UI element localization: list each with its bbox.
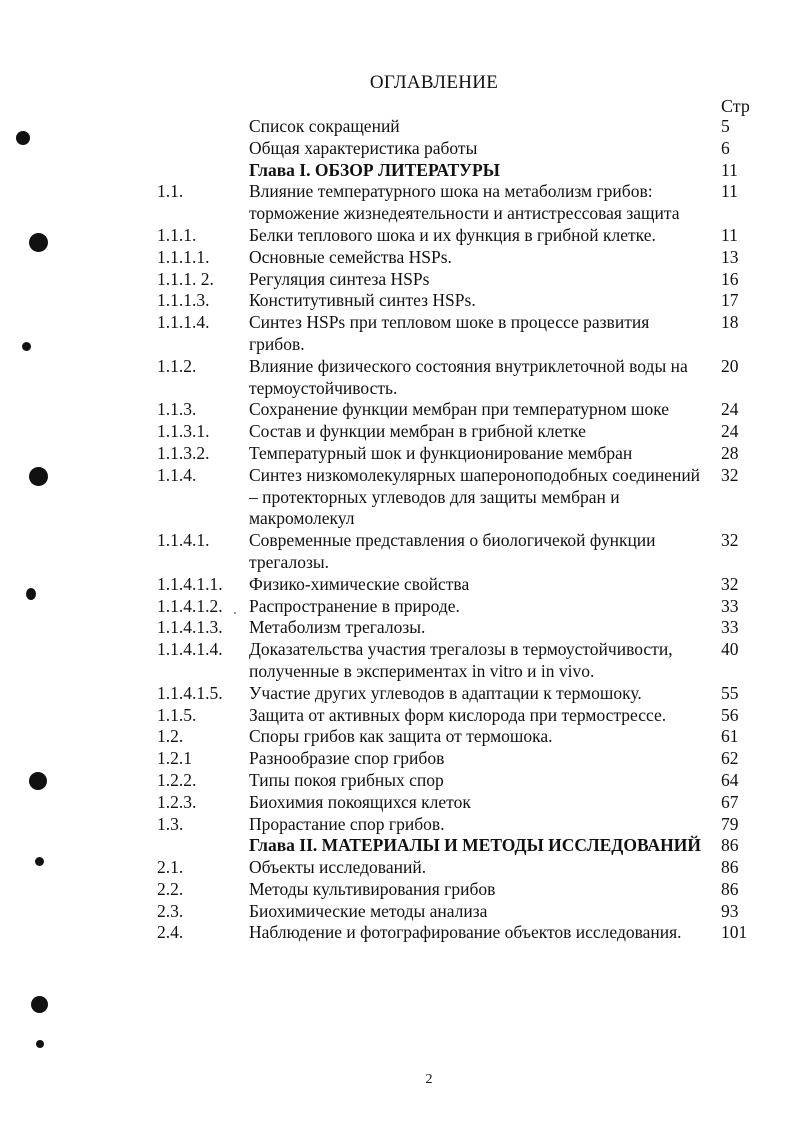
toc-entry: [0, 814, 798, 836]
toc-entry-number: 2.4.: [157, 922, 184, 943]
toc-entry-number: 1.1.1.: [157, 224, 197, 245]
toc-entry-page: 86: [721, 857, 739, 878]
toc-entry: [0, 247, 798, 269]
toc-entry: [0, 770, 798, 792]
toc-entry-page: 79: [721, 813, 739, 834]
toc-entry-number: 1.1.4.1.1.: [157, 573, 223, 594]
toc-entry-page: 64: [721, 769, 739, 790]
toc-entry: [0, 160, 798, 182]
toc-entry-number: 1.3.: [157, 813, 184, 834]
toc-entry-page: 24: [721, 421, 739, 442]
toc-entry: [0, 290, 798, 312]
toc-entry-number: 1.2.3.: [157, 791, 197, 812]
toc-entry-number: 1.1.4.1.5.: [157, 682, 223, 703]
toc-chapter-heading: Глава II. МАТЕРИАЛЫ И МЕТОДЫ ИССЛЕДОВАНИЙ: [249, 835, 701, 856]
toc-entry-title: Распространение в природе.: [249, 595, 460, 616]
toc-entry-page: 55: [721, 682, 739, 703]
toc-entry-title: Белки теплового шока и их функция в грибной клетке.: [249, 224, 656, 245]
toc-entry-page: 33: [721, 617, 739, 638]
toc-entry-title: Конститутивный синтез HSPs.: [249, 290, 476, 311]
toc-entry-page: 93: [721, 900, 739, 921]
toc-entry-page: 32: [721, 530, 739, 551]
toc-entry-page: 6: [721, 137, 730, 158]
toc-entry-title: Типы покоя грибных спор: [249, 769, 444, 790]
toc-entry-page: 86: [721, 878, 739, 899]
toc-entry: [0, 748, 798, 770]
toc-entry-title: Разнообразие спор грибов: [249, 748, 445, 769]
toc-entry-title: Участие других углеводов в адаптации к термошоку.: [249, 682, 642, 703]
toc-entry-page: 13: [721, 246, 739, 267]
toc-entry: [0, 465, 798, 530]
toc-entry-page: 24: [721, 399, 739, 420]
toc-entry: [0, 443, 798, 465]
toc-entry-number: 1.1.4.1.2.: [157, 595, 223, 616]
toc-entry-page: 18: [721, 312, 739, 333]
toc-entry: [0, 683, 798, 705]
toc-entry-number: 1.2.2.: [157, 769, 197, 790]
toc-entry-page: 32: [721, 464, 739, 485]
toc-entry-page: 40: [721, 639, 739, 660]
toc-entry-number: 1.1.4.1.: [157, 530, 210, 551]
toc-entry-page: 33: [721, 595, 739, 616]
toc-entry-number: 1.1.: [157, 181, 184, 202]
toc-entry-number: 1.1.1.3.: [157, 290, 210, 311]
toc-entry-title: Биохимические методы анализа: [249, 900, 488, 921]
toc-entry-title: Споры грибов как защита от термошока.: [249, 726, 553, 747]
toc-entry-page: 32: [721, 573, 739, 594]
toc-entry-number: 1.1.1. 2.: [157, 268, 214, 289]
toc-entry: [0, 116, 798, 138]
toc-entry-title: Общая характеристика работы: [249, 137, 478, 158]
toc-entry-number: 1.1.4.: [157, 464, 197, 485]
toc-entry-page: 11: [721, 181, 738, 202]
toc-entry-title: Список сокращений: [249, 116, 400, 136]
toc-entry: [0, 181, 798, 225]
toc-entry-number: 1.1.3.: [157, 399, 197, 420]
toc-entry-title: Влияние температурного шока на метаболизм грибов: торможение жизнедеятельности и антистрессовая защита: [249, 181, 680, 224]
toc-entry-number: 1.1.3.2.: [157, 442, 210, 463]
toc-entry-title: Основные семейства HSPs.: [249, 246, 452, 267]
toc-entry-page: 11: [721, 224, 738, 245]
toc-entry: [0, 792, 798, 814]
toc-entry: [0, 421, 798, 443]
toc-entry-page: 101: [721, 922, 748, 943]
toc-entry-page: 28: [721, 442, 739, 463]
toc-entry: [0, 225, 798, 247]
toc-entry-title: Наблюдение и фотографирование объектов исследования.: [249, 922, 682, 943]
table-of-contents: [0, 116, 798, 944]
toc-entry-number: 1.1.1.1.: [157, 246, 210, 267]
page-number: 2: [425, 1072, 433, 1087]
toc-entry: [0, 879, 798, 901]
toc-entry: [0, 138, 798, 160]
toc-entry-number: 1.1.2.: [157, 355, 197, 376]
toc-chapter-heading: Глава I. ОБЗОР ЛИТЕРАТУРЫ: [249, 159, 500, 180]
toc-entry-number: 1.2.: [157, 726, 184, 747]
toc-entry-page: 11: [721, 159, 738, 180]
toc-entry: [0, 726, 798, 748]
toc-entry-number: 1.1.4.1.3.: [157, 617, 223, 638]
scan-hole-mark: [36, 1040, 44, 1048]
toc-entry: [0, 835, 798, 857]
toc-entry-title: Регуляция синтеза HSPs: [249, 268, 430, 289]
toc-entry-title: Прорастание спор грибов.: [249, 813, 445, 834]
toc-entry-title: Современные представления о биологичекой функции трегалозы.: [249, 530, 656, 572]
toc-entry-title: Синтез HSPs при тепловом шоке в процессе развития грибов.: [249, 312, 650, 354]
toc-entry-number: 1.1.1.4.: [157, 312, 210, 333]
toc-entry: [0, 596, 798, 618]
toc-entry-title: Сохранение функции мембран при температурном шоке: [249, 399, 670, 420]
toc-entry-page: 67: [721, 791, 739, 812]
toc-entry-title: Физико-химические свойства: [249, 573, 470, 594]
toc-entry-page: 16: [721, 268, 739, 289]
toc-entry-page: 86: [721, 835, 739, 856]
toc-entry-title: Объекты исследований.: [249, 857, 427, 878]
toc-entry-page: 5: [721, 116, 730, 136]
toc-entry: [0, 922, 798, 944]
toc-entry-title: Метаболизм трегалозы.: [249, 617, 426, 638]
toc-entry-number: 2.1.: [157, 857, 184, 878]
toc-entry-number: 2.2.: [157, 878, 184, 899]
toc-entry-number: 1.1.4.1.4.: [157, 639, 223, 660]
toc-entry-number: 1.1.3.1.: [157, 421, 210, 442]
toc-entry-number: 2.3.: [157, 900, 184, 921]
toc-entry-page: 61: [721, 726, 739, 747]
page-title: ОГЛАВЛЕНИЕ: [369, 72, 499, 93]
toc-entry-page: 20: [721, 355, 739, 376]
toc-entry-page: 56: [721, 704, 739, 725]
toc-entry-title: Защита от активных форм кислорода при термострессе.: [249, 704, 667, 725]
toc-entry: [0, 857, 798, 879]
toc-entry-number: 1.1.5.: [157, 704, 197, 725]
toc-entry: [0, 269, 798, 291]
toc-entry: [0, 356, 798, 400]
scan-hole-mark: [31, 996, 48, 1013]
toc-entry-title: Влияние физического состояния внутриклеточной воды на термоустойчивость.: [249, 355, 688, 398]
toc-entry-title: Температурный шок и функционирование мембран: [249, 442, 633, 463]
toc-entry-page: 17: [721, 290, 739, 311]
toc-entry-title: Состав и функции мембран в грибной клетке: [249, 421, 586, 442]
toc-entry: [0, 639, 798, 683]
toc-entry: [0, 312, 798, 356]
toc-entry-title: Синтез низкомолекулярных шапероноподобных соединений – протекторных углеводов для защиты мембран и макромолекул: [249, 464, 701, 529]
toc-entry: [0, 901, 798, 923]
toc-entry-title: Методы культивирования грибов: [249, 878, 496, 899]
toc-entry: [0, 617, 798, 639]
toc-entry: [0, 705, 798, 727]
page-column-header: Стр: [721, 96, 750, 116]
toc-entry-title: Биохимия покоящихся клеток: [249, 791, 471, 812]
toc-entry: [0, 574, 798, 596]
toc-entry: [0, 399, 798, 421]
toc-entry-page: 62: [721, 748, 739, 769]
toc-entry-title: Доказательства участия трегалозы в термоустойчивости, полученные в экспериментах in vitro и in vivo.: [249, 639, 673, 681]
toc-entry: [0, 530, 798, 574]
toc-entry-number: 1.2.1: [157, 748, 192, 769]
